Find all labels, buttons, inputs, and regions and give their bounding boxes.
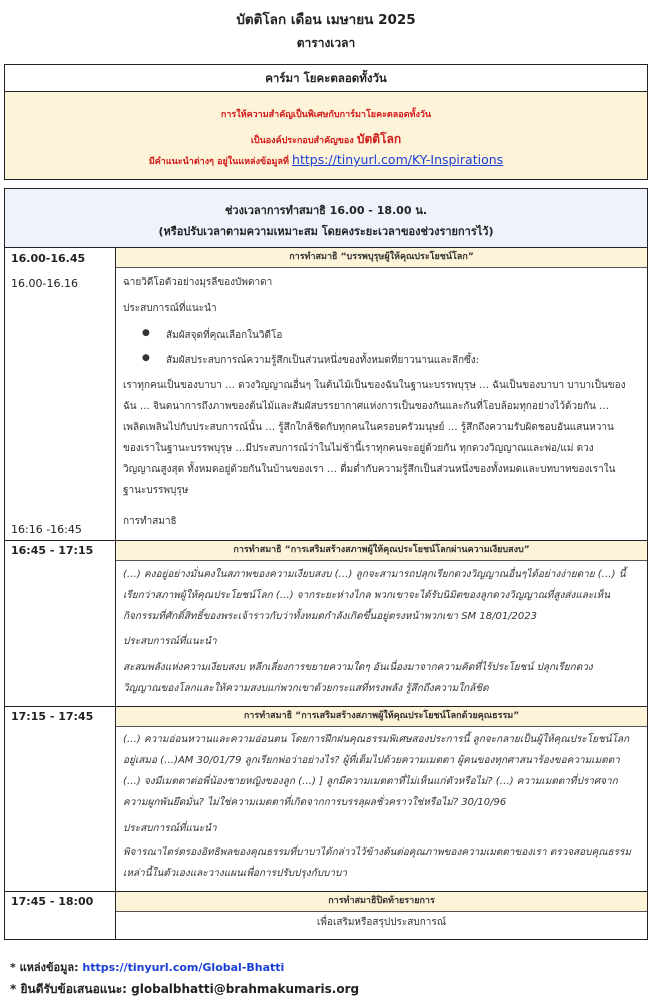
paragraph-line: เราทุกคนเป็นของบาบา … ดวงวิญญาณอื่นๆ ในต้นไม้เป็นของฉันในฐานะบรรพบุรุษ … ฉันเป็นของบาบา บาบาเป็นของ — [123, 380, 626, 391]
footer-source — [10, 958, 284, 976]
quote-line: ความผูกพันยึดมั่น? ไม่ใช่ความเมตตาที่เกิดจากการบรรลุผลชั่วคราวใช่หรือไม่? 30/10/96 — [123, 797, 507, 808]
karma-yoga-box — [4, 64, 648, 180]
session-4-text: เพื่อเสริมหรือสรุปประสบการณ์ — [316, 917, 447, 928]
paragraph-line: เพลิดเพลินไปกับประสบการณ์นั้น … รู้สึกใกล้ชิดกับทุกคนในครอบครัวมนุษย์ … รู้สึกถึงความรับผิดชอบอันแสนหวาน — [123, 422, 614, 433]
contact-email[interactable]: globalbhatti@brahmakumaris.org — [131, 982, 360, 996]
quote-line: (…) คงอยู่อย่างมั่นคงในสภาพของความเงียบสงบ (…) ลูกจะสามารถปลุกเรียกดวงวิญญาณอื่นๆได้อย่างง่ายดาย (…) นี้ — [123, 569, 626, 580]
schedule-box — [4, 188, 648, 940]
footer-contact — [10, 980, 359, 999]
session-row-4 — [5, 892, 647, 939]
karma-line-1: การให้ความสำคัญเป็นพิเศษกับการ์มาโยคะตลอดทั้งวัน — [220, 110, 432, 120]
paragraph-line: ฉัน … จินตนาการถึงภาพของต้นไม้และสัมผัสบรรยากาศแห่งการเป็นของกันและกันที่โอบล้อมทุกอย่างไว้ด้วยกัน … — [123, 401, 610, 412]
text-line: พิจารณาไตร่ตรองอิทธิพลของคุณธรรมที่บาบาได้กล่าวไว้ข้างต้นต่อคุณภาพของความเมตตาของเรา ตรวจสอบคุณธรรม — [123, 847, 631, 858]
session-3-time: 17:15 - 17:45 — [11, 710, 94, 723]
footer-contact-label: * ยินดีรับข้อเสนอแนะ: — [10, 982, 127, 996]
page-title: บัตติโลก เดือน เมษายน 2025 — [236, 12, 416, 28]
paragraph-line: ของเราในฐานะบรรพบุรุษ …มีประสบการณ์ว่าในไม่ช้านี้เราทุกคนจะอยู่ด้วยกัน ทุกดวงวิญญาณและพ่อ/แม่ ดวง — [123, 443, 594, 454]
quote-line: อยู่เสมอ (…)AM 30/01/79 ลูกเรียกพ่อว่าอย่างไร? ผู้ที่เต็มไปด้วยความเมตตา ผู้คนของทุกศาสนาร้องขอความเมตตา — [123, 755, 620, 766]
karma-yoga-body — [5, 92, 647, 179]
karma-line-3-prefix: มีคำแนะนำต่างๆ อยู่ในแหล่งข้อมูลที่ — [148, 157, 289, 167]
session-4-time: 17:45 - 18:00 — [11, 895, 94, 908]
paragraph-line: ฐานะบรรพบุรุษ — [123, 485, 189, 496]
session-1-time: 16.00-16.45 — [11, 252, 86, 265]
session-1-bullet: ● สัมผัสประสบการณ์ความรู้สึกเป็นส่วนหนึ่งของทั้งหมดที่ยาวนานและลึกซึ้ง: — [142, 353, 479, 368]
quote-line: เรียกว่าสภาพผู้ให้คุณประโยชน์โลก (…) จากระยะห่างไกล พวกเขาจะได้รับนิมิตของลูกดวงวิญญาณที่สูงส่งและเห็น — [123, 590, 611, 601]
text-line: วิญญาณของโลกและให้ความสงบแก่พวกเขาด้วยกระแสที่ทรงพลัง รู้สึกถึงความใกล้ชิด — [123, 683, 489, 694]
session-4-content — [116, 892, 647, 939]
session-2-quote — [123, 564, 639, 627]
quote-line: (…) ความอ่อนหวานและความอ่อนตน โดยการฝึกฝนคุณธรรมพิเศษสองประการนี้ ลูกจะกลายเป็นผู้ให้คุณประโยชน์โลก — [123, 734, 630, 745]
session-1-time-cell — [5, 248, 116, 540]
session-3-text — [123, 842, 639, 884]
text-line: เหล่านี้ในตัวเองและวางแผนเพื่อการปรับปรุงกับบาบา — [123, 868, 347, 879]
quote-line: กิจกรรมที่ศักดิ์สิทธิ์ของพระเจ้าราวกับว่าทั้งหมดกำลังเกิดขึ้นอยู่ตรงหน้าพวกเขา SM 18/01/2023 — [123, 611, 538, 622]
paragraph-line: วิญญาณสูงสุด ทั้งหมดอยู่ด้วยกันในบ้านของเรา … ดื่มด่ำกับความรู้สึกเป็นส่วนหนึ่งของทั้งหมดและบทบาทของเราใน — [123, 464, 616, 475]
session-1-suggested: ประสบการณ์ที่แนะนำ — [123, 303, 217, 314]
global-bhatti-link[interactable]: https://tinyurl.com/Global-Bhatti — [82, 961, 285, 974]
session-1-bullet: ● สัมผัสจุดที่คุณเลือกในวิดีโอ — [142, 328, 282, 343]
session-2-suggested: ประสบการณ์ที่แนะนำ — [123, 636, 217, 647]
session-1-paragraph — [123, 375, 639, 501]
session-1-intro: ฉายวิดีโอตัวอย่างมุรลีของบัพดาดา — [123, 277, 273, 288]
session-3-title: การทำสมาธิ “การเสริมสร้างสภาพผู้ให้คุณประโยชน์โลกด้วยคุณธรรม” — [116, 707, 647, 727]
session-2-content — [116, 541, 647, 706]
session-3-quote — [123, 729, 639, 813]
ky-inspirations-link[interactable]: https://tinyurl.com/KY-Inspirations — [292, 152, 504, 167]
quote-line: (…) จงมีเมตตาต่อพี่น้องชายหญิงของลูก (…) ] ลูกมีความเมตตาที่ไม่เห็นแก่ตัวหรือไม่? (…) ความเมตตาที่ปราศจาก — [123, 776, 618, 787]
session-2-title: การทำสมาธิ “การเสริมสร้างสภาพผู้ให้คุณประโยชน์โลกผ่านความเงียบสงบ” — [116, 541, 647, 561]
session-row-2 — [5, 541, 647, 707]
session-1-content — [116, 248, 647, 540]
karma-yoga-heading: คาร์มา โยคะตลอดทั้งวัน — [5, 65, 647, 92]
karma-line-2 — [5, 130, 647, 149]
page-subtitle: ตารางเวลา — [296, 36, 356, 50]
session-2-text — [123, 657, 639, 699]
schedule-heading-note: (หรือปรับเวลาตามความเหมาะสม โดยคงระยะเวลาของช่วงรายการไว้) — [158, 225, 494, 238]
session-4-time-cell — [5, 892, 116, 939]
session-row-1 — [5, 248, 647, 541]
session-3-suggested: ประสบการณ์ที่แนะนำ — [123, 823, 217, 834]
karma-line-2-prefix: เป็นองค์ประกอบสำคัญของ — [250, 136, 354, 146]
session-2-time-cell — [5, 541, 116, 706]
session-1-sub-time: 16.00-16.16 — [11, 277, 78, 290]
text-line: สะสมพลังแห่งความเงียบสงบ หลีกเลี่ยงการขยายความใดๆ อันเนื่องมาจากความคิดที่ไร้ประโยชน์ ปลุกเรียกดวง — [123, 662, 593, 673]
schedule-heading-time: ช่วงเวลาการทำสมาธิ 16.00 - 18.00 น. — [224, 204, 428, 217]
session-1-closing: การทำสมาธิ — [123, 516, 177, 527]
schedule-heading — [5, 189, 647, 248]
karma-line-2-emphasis: บัตติโลก — [356, 132, 402, 146]
session-2-time: 16:45 - 17:15 — [11, 544, 94, 557]
session-row-3 — [5, 707, 647, 892]
session-1-end-time: 16:16 -16:45 — [11, 523, 82, 536]
session-1-title: การทำสมาธิ “บรรพบุรุษผู้ให้คุณประโยชน์โลก” — [116, 248, 647, 268]
session-3-time-cell — [5, 707, 116, 891]
session-3-content — [116, 707, 647, 891]
session-4-title: การทำสมาธิปิดท้ายรายการ — [116, 892, 647, 912]
karma-line-3 — [5, 152, 647, 168]
footer-source-label: * แหล่งข้อมูล: — [10, 961, 79, 974]
